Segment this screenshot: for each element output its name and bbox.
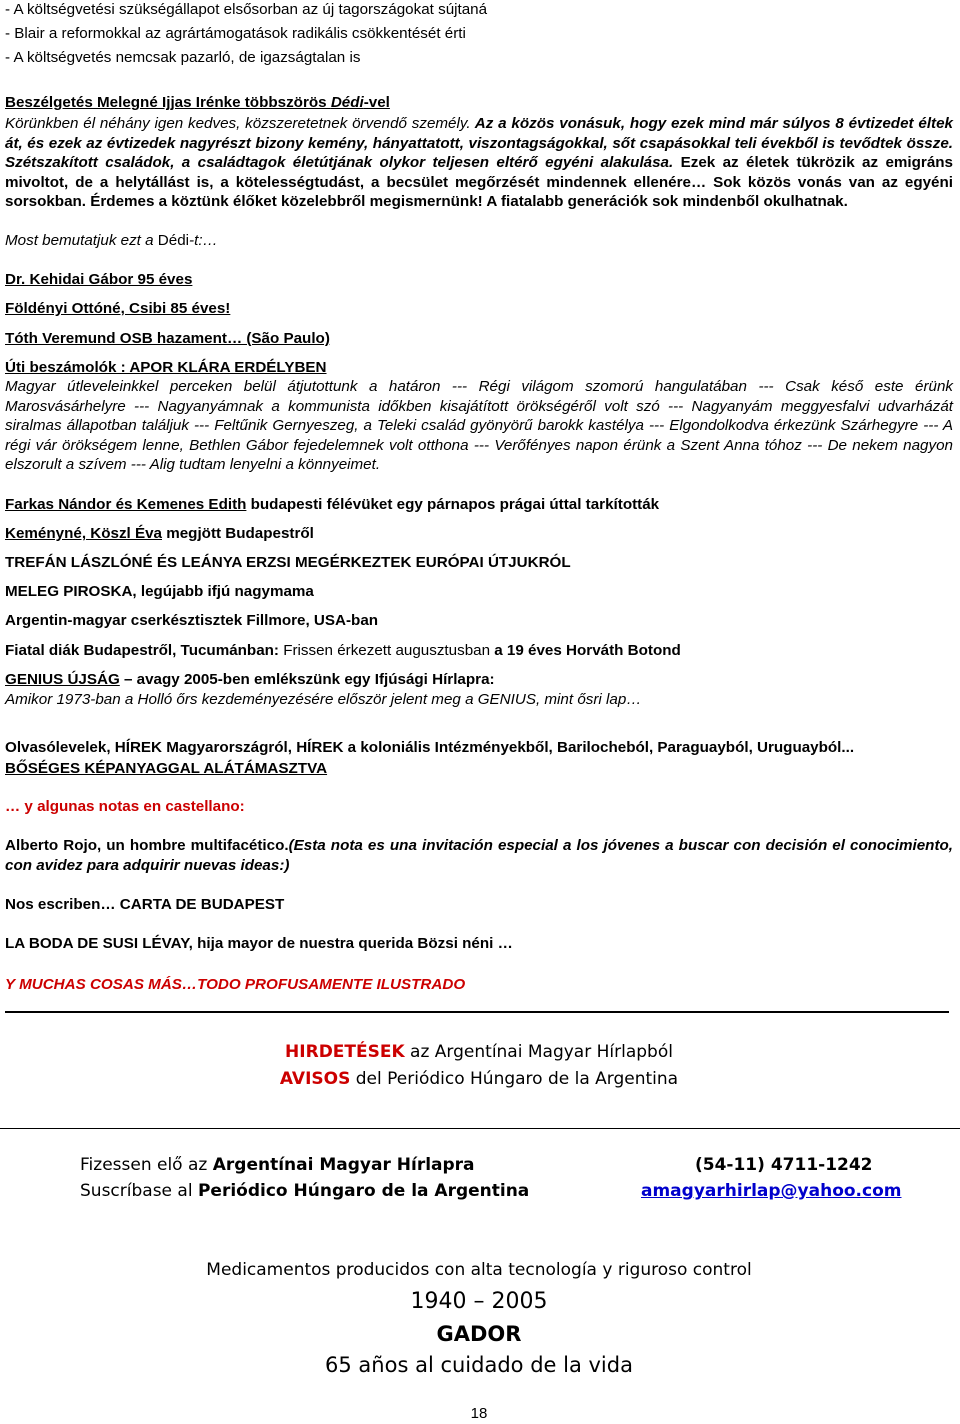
headline-argentin: Argentin-magyar cserkésztisztek Fillmore, USA-ban — [5, 612, 379, 629]
headline-toth: Tóth Veremund OSB hazament… (São Paulo) — [5, 330, 330, 347]
headline-boseges: BŐSÉGES KÉPANYAGGAL ALÁTÁMASZTVA — [5, 760, 328, 777]
headline-olvaso: Olvasólevelek, HÍREK Magyarországról, HÍREK a koloniális Intézményekből, Barilocheból, Paraguayból, Uruguayból... — [5, 739, 855, 756]
headline-fiatal: Fiatal diák Budapestről, Tucumánban: Frissen érkezett augusztusban a 19 éves Horváth Botond — [5, 642, 681, 659]
email-link-wrap — [641, 1182, 902, 1202]
learn-sentence: Érdemes a köztünk élőket közelebbről megismernünk! A fiatalabb generációk sok mindenből okulhatnak. — [86, 193, 848, 211]
separator-thin — [0, 1128, 960, 1129]
intro-sentence: Körünkben él néhány igen kedves, közszeretetnek örvendő személy. — [5, 115, 471, 132]
headline-trefan: TREFÁN LÁSZLÓNÉ ÉS LEÁNYA ERZSI MEGÉRKEZTEK EURÓPAI ÚTJUKRÓL — [5, 554, 571, 571]
gador-slogan: 65 años al cuidado de la vida — [325, 1353, 633, 1377]
ads-line-es: AVISOS del Periódico Húngaro de la Argentina — [279, 1069, 679, 1089]
headline-kehidai: Dr. Kehidai Gábor 95 éves — [5, 271, 193, 288]
email-link[interactable]: amagyarhirlap@yahoo.com — [641, 1181, 902, 1201]
travel-summary: Magyar útleveleinkkel perceken belül átjutottunk a határon --- Régi világom szomorú hangulatában --- Csak késő este érünk Marosvásárhelyre --- Nagyanyámnak a kommunista időkben kisajátított örökségéről volt szó --- Nagyanyám meggyesfalvi udvarházát siralmas állapotban találjuk --- Feltűnik Gernyeszeg, a Teleki család gyönyörű barokk kastélya --- Elgondolkodva érkezünk Szárhegyre --- A régi vár örökségem lenne, Bethlen Gábor fejedelemnek volt otthona --- Verőfényes napon érünk a Szent Anna tóhoz --- De nekem nagyon elszorult a szívem --- Alig tudtam lenyelni a könnyeimet. — [5, 378, 953, 474]
decades-sentence: Az a közös vonásuk, hogy ezek mind már súlyos 8 évtizedet éltek át, és ezek az évtizedek nagyrészt bizony kemény, hányattatott, viszontagságokkal, sőt csapásokkal teli évekből is tevődtek össze. — [5, 115, 953, 152]
headline-genius: GENIUS ÚJSÁG – avagy 2005-ben emlékszünk egy Ifjúsági Hírlapra: — [5, 671, 495, 688]
gador-name: GADOR — [436, 1322, 522, 1346]
emigrant-sentence: Ezek az életek tükrözik az emigráns mivoltot, de a helytállást is, a kötelességtudást, a becsület megőrzését mindennek ellenére… Sok közös vonás van az egyéni sorsokban. — [5, 154, 953, 211]
families-sentence: Szétszakított családok, a családtagok életútjának olykor teljesen eltérő egyéni alakulása. — [5, 154, 674, 172]
separator-rule — [5, 1011, 949, 1013]
gador-years: 1940 – 2005 — [410, 1289, 548, 1314]
phone-number: (54-11) 4711-1242 — [695, 1155, 873, 1175]
headline-boda: LA BODA DE SUSI LÉVAY, hija mayor de nuestra querida Bözsi néni … — [5, 935, 513, 952]
subscribe-es: Suscríbase al Periódico Húngaro de la Argentina — [80, 1181, 530, 1201]
conversation-heading: Beszélgetés Melegné Ijjas Irénke többszörös Dédi-vel — [5, 94, 390, 111]
headline-travel: Úti beszámolók : APOR KLÁRA ERDÉLYBEN — [5, 359, 327, 376]
headline-farkas: Farkas Nándor és Kemenes Edith budapesti félévüket egy párnapos prágai úttal tarkították — [5, 496, 660, 513]
intro-line-2: - Blair a reformokkal az agrártámogatások radikális csökkentését érti — [5, 25, 466, 42]
headline-meleg: MELEG PIROSKA, legújabb ifjú nagymama — [5, 583, 314, 600]
intro-line-3: - A költségvetés nemcsak pazarló, de igazságtalan is — [5, 49, 361, 66]
subscribe-hu: Fizessen elő az Argentínai Magyar Hírlapra — [80, 1155, 475, 1175]
page-number: 18 — [470, 1405, 488, 1422]
headline-carta: Nos escriben… CARTA DE BUDAPEST — [5, 896, 285, 913]
conversation-last-line: Most bemutatjuk ezt a Dédi-t:… — [5, 232, 218, 249]
ads-line-hu: HIRDETÉSEK az Argentínai Magyar Hírlapból — [285, 1042, 673, 1062]
headline-foldenyi: Földényi Ottóné, Csibi 85 éves! — [5, 300, 231, 317]
conversation-paragraph — [5, 114, 953, 212]
gador-tagline: Medicamentos producidos con alta tecnología y riguroso control — [206, 1260, 752, 1280]
headline-rojo: Alberto Rojo, un hombre multifacético.(Esta nota es una invitación especial a los jóvenes a buscar con decisión el conocimiento, con avidez para adquirir nuevas ideas:) — [5, 837, 953, 874]
intro-line-1: - A költségvetési szükségállapot elsősorban az új tagországokat sújtaná — [5, 1, 488, 18]
genius-subtitle: Amikor 1973-ban a Holló őrs kezdeményezésére először jelent meg a GENIUS, mint ősri lap… — [5, 691, 642, 708]
headline-muchas: Y MUCHAS COSAS MÁS…TODO PROFUSAMENTE ILUSTRADO — [5, 976, 466, 993]
headline-kemeny: Keményné, Köszl Éva megjött Budapestről — [5, 525, 314, 542]
headline-castellano: … y algunas notas en castellano: — [5, 798, 245, 815]
